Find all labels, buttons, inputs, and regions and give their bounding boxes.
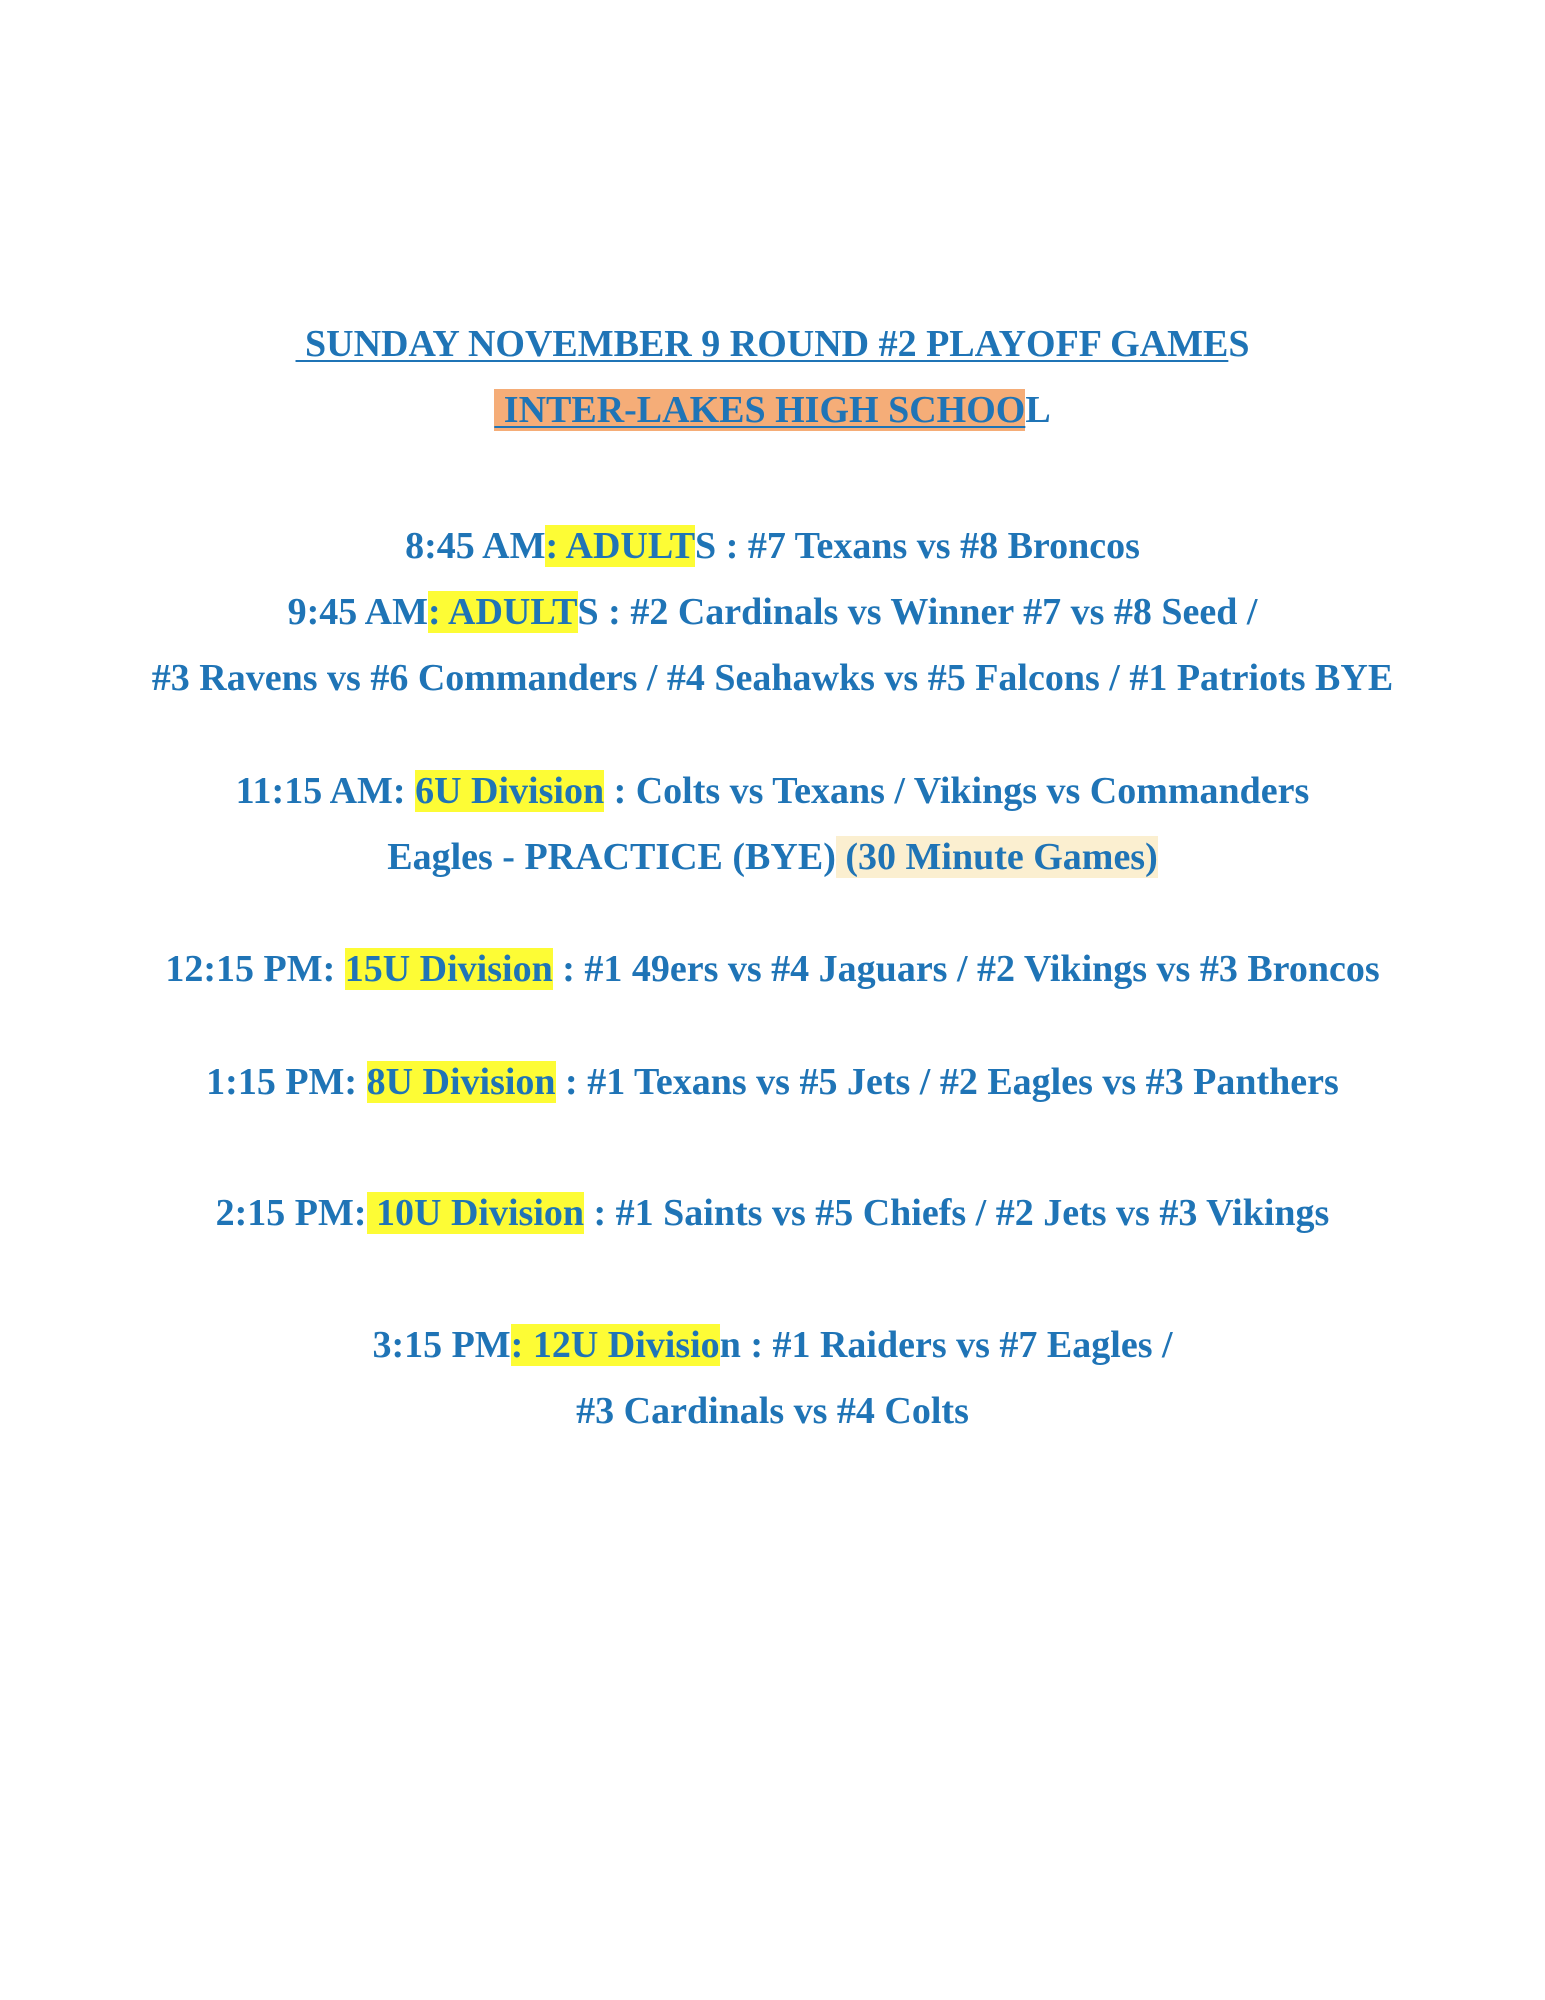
entry-time: 2:15 PM:	[215, 1192, 367, 1234]
schedule-entry-0945	[0, 588, 1545, 636]
schedule-entry-0215	[0, 1189, 1545, 1237]
title-text: SUNDAY NOVEMBER 9 ROUND #2 PLAYOFF GAME	[295, 323, 1229, 365]
division-highlight: ADULT	[558, 525, 696, 567]
entry-time-colon: :	[510, 1324, 524, 1366]
division-tail: n	[719, 1324, 741, 1366]
entry-time: 3:15 PM	[372, 1324, 511, 1366]
entry-games: : #1 Texans vs #5 Jets / #2 Eagles vs #3 Panthers	[555, 1061, 1339, 1103]
entry-time: 11:15 AM:	[235, 770, 416, 812]
division-highlight: ADULT	[440, 591, 578, 633]
location-title	[0, 386, 1545, 434]
entry-time: 8:45 AM	[405, 525, 546, 567]
division-highlight: 12U Divisio	[523, 1324, 720, 1366]
entry-games-line2: #3 Cardinals vs #4 Colts	[576, 1390, 969, 1432]
division-tail: S	[695, 525, 717, 567]
title-text-tail: S	[1228, 323, 1250, 365]
schedule-entry-0315-continued	[0, 1387, 1545, 1435]
schedule-entry-0315	[0, 1321, 1545, 1369]
entry-time: 1:15 PM:	[206, 1061, 367, 1103]
entry-time-colon: :	[545, 525, 559, 567]
entry-games: : #1 Raiders vs #7 Eagles /	[740, 1324, 1173, 1366]
location-text: INTER-LAKES HIGH SCHOO	[494, 389, 1026, 431]
schedule-entry-1115-continued	[0, 833, 1545, 881]
entry-games: : Colts vs Texans / Vikings vs Commanders	[604, 770, 1310, 812]
schedule-title	[0, 320, 1545, 368]
entry-games-line2: #3 Ravens vs #6 Commanders / #4 Seahawks vs #5 Falcons / #1 Patriots BYE	[151, 657, 1394, 699]
division-highlight: 15U Division	[344, 948, 553, 990]
entry-games: : #7 Texans vs #8 Broncos	[716, 525, 1140, 567]
entry-games-line2: Eagles - PRACTICE (BYE)	[387, 836, 836, 878]
entry-time: 12:15 PM:	[165, 948, 345, 990]
division-highlight: 6U Division	[415, 770, 605, 812]
schedule-entry-1115	[0, 767, 1545, 815]
schedule-entry-1215	[0, 945, 1545, 993]
schedule-entry-0945-continued	[0, 654, 1545, 702]
entry-games: : #1 49ers vs #4 Jaguars / #2 Vikings vs #3 Broncos	[552, 948, 1380, 990]
game-length-note: (30 Minute Games)	[835, 836, 1158, 878]
division-highlight: 10U Division	[366, 1192, 585, 1234]
entry-time-colon: :	[427, 591, 441, 633]
division-highlight: 8U Division	[366, 1061, 556, 1103]
entry-games: : #1 Saints vs #5 Chiefs / #2 Jets vs #3 Vikings	[584, 1192, 1330, 1234]
schedule-entry-0845	[0, 522, 1545, 570]
location-text-tail: L	[1025, 389, 1051, 431]
entry-games: : #2 Cardinals vs Winner #7 vs #8 Seed /	[598, 591, 1258, 633]
schedule-entry-0115	[0, 1058, 1545, 1106]
division-tail: S	[577, 591, 599, 633]
entry-time: 9:45 AM	[287, 591, 428, 633]
